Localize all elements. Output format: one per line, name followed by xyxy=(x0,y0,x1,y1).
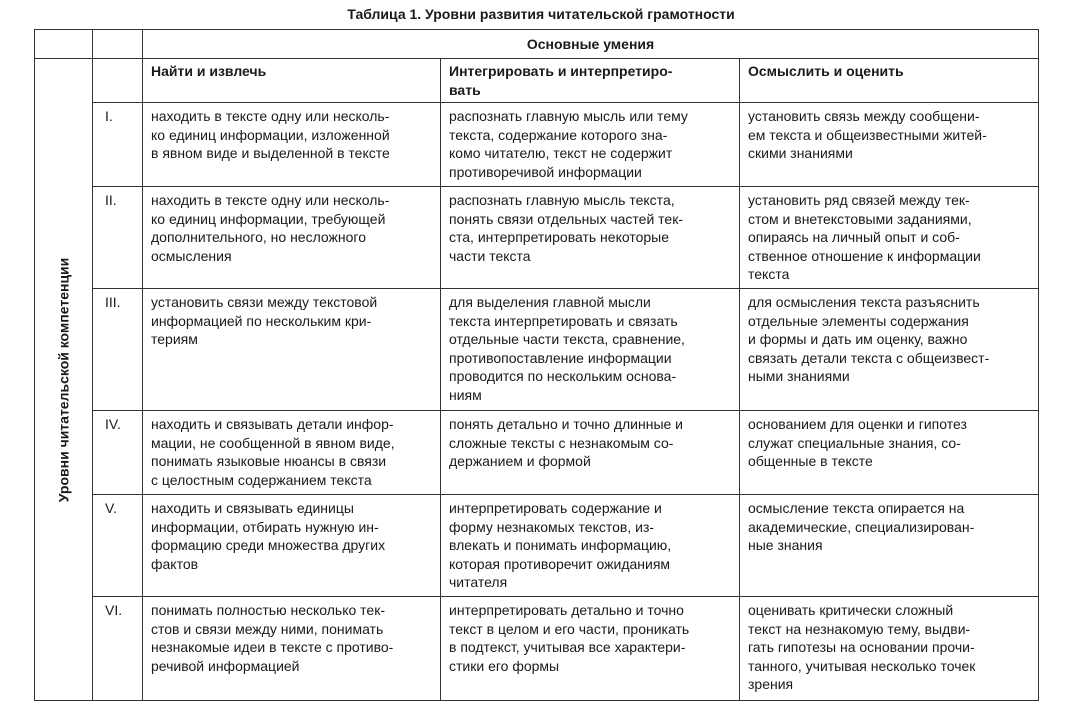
table-cell: находить в тексте одну или несколь- ко единиц информации, требующей дополнительного, но несложного осмысления xyxy=(143,187,441,289)
level-cell: II. xyxy=(93,187,143,289)
column-header: Интегрировать и интерпретиро- вать xyxy=(441,59,740,103)
table-row xyxy=(35,187,1039,289)
table-cell: установить связи между текстовой информацией по нескольким кри- териям xyxy=(143,289,441,411)
level-cell: V. xyxy=(93,495,143,597)
reading-literacy-table xyxy=(34,29,1039,701)
corner-cell xyxy=(93,30,143,59)
table-cell: осмысление текста опирается на академические, специализирован- ные знания xyxy=(740,495,1039,597)
column-header: Найти и извлечь xyxy=(143,59,441,103)
table-cell: интерпретировать содержание и форму незнакомых текстов, из- влекать и понимать информацию, которая противоречит ожиданиям читателя xyxy=(441,495,740,597)
column-header: Осмыслить и оценить xyxy=(740,59,1039,103)
row-group-label-text: Уровни читательской компетенции xyxy=(55,257,72,502)
table-cell: для выделения главной мысли текста интерпретировать и связать отдельные части текста, сравнение, противопоставление информации проводится по нескольким основа- ниям xyxy=(441,289,740,411)
table-cell: основанием для оценки и гипотез служат специальные знания, со- общенные в тексте xyxy=(740,411,1039,495)
corner-cell xyxy=(35,30,93,59)
table-cell: распознать главную мысль или тему текста, содержание которого зна- комо читателю, текст не содержит противоречивой информации xyxy=(441,103,740,187)
level-cell: I. xyxy=(93,103,143,187)
table-cell: находить и связывать единицы информации, отбирать нужную ин- формацию среди множества других фактов xyxy=(143,495,441,597)
table-row xyxy=(35,411,1039,495)
table-cell: для осмысления текста разъяснить отдельные элементы содержания и формы и дать им оценку, важно связать детали текста с общеизвест- ными знаниями xyxy=(740,289,1039,411)
header-row-columns xyxy=(35,59,1039,103)
header-row-group xyxy=(35,30,1039,59)
table-cell: находить в тексте одну или несколь- ко единиц информации, изложенной в явном виде и выделенной в тексте xyxy=(143,103,441,187)
table-cell: оценивать критически сложный текст на незнакомую тему, выдви- гать гипотезы на основании прочи- танного, учитывая несколько точек зрения xyxy=(740,597,1039,701)
level-cell: VI. xyxy=(93,597,143,701)
row-group-label xyxy=(35,59,93,701)
table-row xyxy=(35,495,1039,597)
table-cell: установить ряд связей между тек- стом и внетекстовыми заданиями, опираясь на личный опыт и соб- ственное отношение к информации текста xyxy=(740,187,1039,289)
table-cell: распознать главную мысль текста, понять связи отдельных частей тек- ста, интерпретировать некоторые части текста xyxy=(441,187,740,289)
level-cell: IV. xyxy=(93,411,143,495)
table-row xyxy=(35,289,1039,411)
skills-group-header: Основные умения xyxy=(143,30,1039,59)
level-cell: III. xyxy=(93,289,143,411)
level-header-cell xyxy=(93,59,143,103)
table-title: Таблица 1. Уровни развития читательской грамотности xyxy=(347,6,735,22)
table-cell: интерпретировать детально и точно текст в целом и его части, проникать в подтекст, учитывая все характери- стики его формы xyxy=(441,597,740,701)
table-cell: понимать полностью несколько тек- стов и связи между ними, понимать незнакомые идеи в тексте с противо- речивой информацией xyxy=(143,597,441,701)
table-cell: находить и связывать детали инфор- мации, не сообщенной в явном виде, понимать языковые нюансы в связи с целостным содержанием текста xyxy=(143,411,441,495)
table-row xyxy=(35,597,1039,701)
table-cell: установить связь между сообщени- ем текста и общеизвестными житей- скими знаниями xyxy=(740,103,1039,187)
table-cell: понять детально и точно длинные и сложные тексты с незнакомым со- держанием и формой xyxy=(441,411,740,495)
table-row xyxy=(35,103,1039,187)
